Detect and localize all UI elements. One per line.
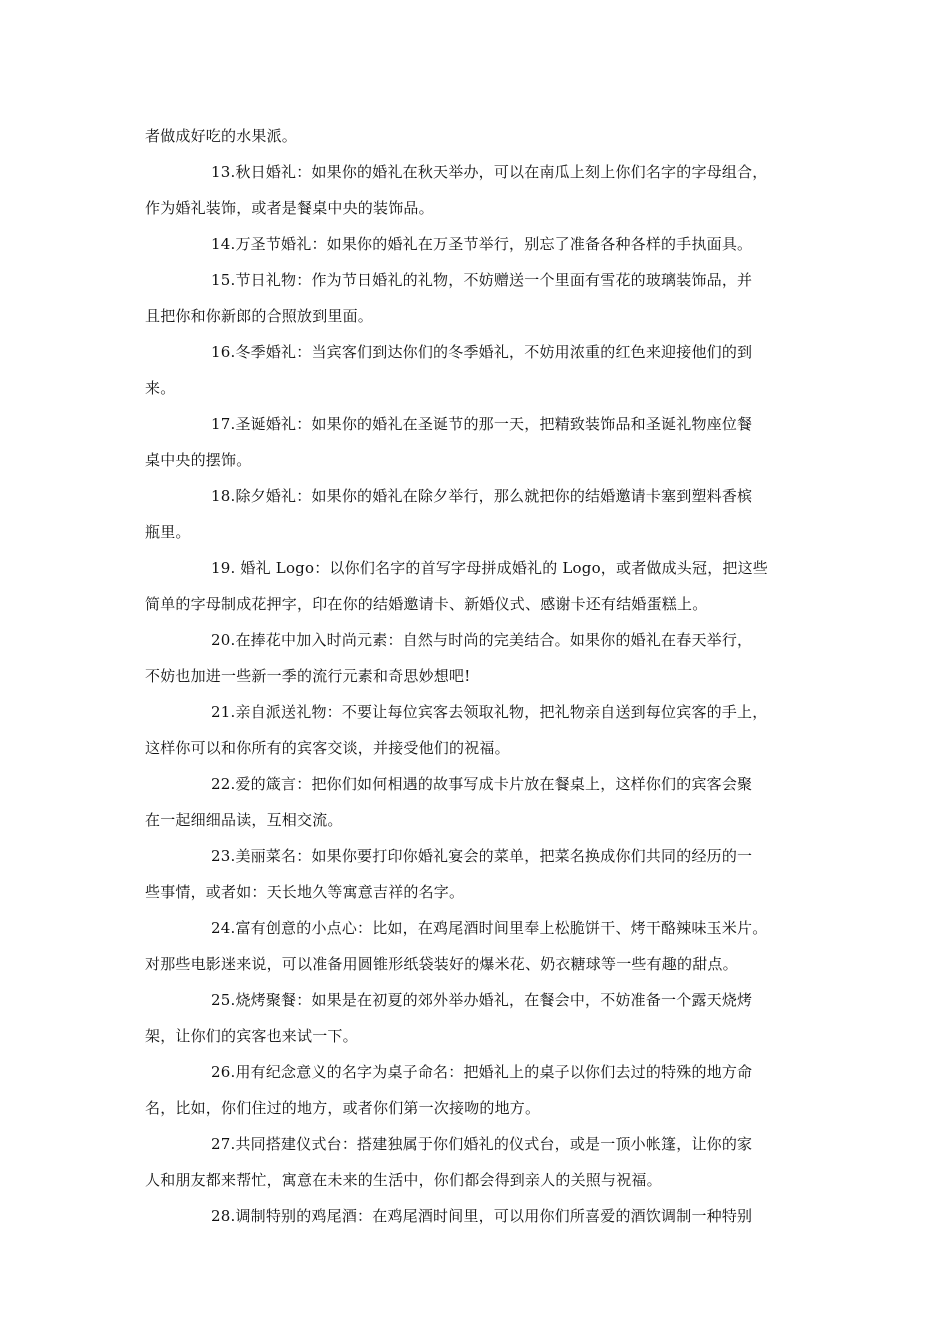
text-line: 瓶里。 — [145, 523, 191, 541]
text-line: 13.秋日婚礼：如果你的婚礼在秋天举办，可以在南瓜上刻上你们名字的字母组合， — [211, 163, 768, 181]
text-line: 者做成好吃的水果派。 — [145, 127, 298, 145]
text-line: 在一起细细品读，互相交流。 — [145, 811, 343, 829]
text-line: 人和朋友都来帮忙，寓意在未来的生活中，你们都会得到亲人的关照与祝福。 — [145, 1171, 662, 1189]
text-line: 27.共同搭建仪式台：搭建独属于你们婚礼的仪式台，或是一顶小帐篷，让你的家 — [211, 1135, 753, 1153]
text-line: 20.在捧花中加入时尚元素：自然与时尚的完美结合。如果你的婚礼在春天举行， — [211, 631, 753, 649]
text-line: 来。 — [145, 379, 176, 397]
text-line: 15.节日礼物：作为节日婚礼的礼物，不妨赠送一个里面有雪花的玻璃装饰品，并 — [211, 271, 753, 289]
text-line: 19. 婚礼 Logo：以你们名字的首写字母拼成婚礼的 Logo，或者做成头冠，把这些 — [211, 559, 769, 577]
text-line: 25.烧烤聚餐：如果是在初夏的郊外举办婚礼，在餐会中，不妨准备一个露天烧烤 — [211, 991, 753, 1009]
text-line: 名，比如，你们住过的地方，或者你们第一次接吻的地方。 — [145, 1099, 541, 1117]
text-line: 16.冬季婚礼：当宾客们到达你们的冬季婚礼，不妨用浓重的红色来迎接他们的到 — [211, 343, 753, 361]
text-line: 26.用有纪念意义的名字为桌子命名：把婚礼上的桌子以你们去过的特殊的地方命 — [211, 1063, 753, 1081]
text-line: 17.圣诞婚礼：如果你的婚礼在圣诞节的那一天，把精致装饰品和圣诞礼物座位餐 — [211, 415, 753, 433]
text-line: 简单的字母制成花押字，印在你的结婚邀请卡、新婚仪式、感谢卡还有结婚蛋糕上。 — [145, 595, 708, 613]
text-line: 架，让你们的宾客也来试一下。 — [145, 1027, 358, 1045]
text-line: 这样你可以和你所有的宾客交谈，并接受他们的祝福。 — [145, 739, 510, 757]
text-line: 桌中央的摆饰。 — [145, 451, 252, 469]
text-line: 18.除夕婚礼：如果你的婚礼在除夕举行，那么就把你的结婚邀请卡塞到塑料香槟 — [211, 487, 753, 505]
text-line: 对那些电影迷来说，可以准备用圆锥形纸袋装好的爆米花、奶衣糖球等一些有趣的甜点。 — [145, 955, 738, 973]
text-line: 不妨也加进一些新一季的流行元素和奇思妙想吧! — [145, 667, 471, 685]
text-line: 24.富有创意的小点心：比如，在鸡尾酒时间里奉上松脆饼干、烤干酪辣味玉米片。 — [211, 919, 768, 937]
text-line: 23.美丽菜名：如果你要打印你婚礼宴会的菜单，把菜名换成你们共同的经历的一 — [211, 847, 753, 865]
text-line: 22.爱的箴言：把你们如何相遇的故事写成卡片放在餐桌上，这样你们的宾客会聚 — [211, 775, 753, 793]
text-line: 且把你和你新郎的合照放到里面。 — [145, 307, 374, 325]
text-line: 14.万圣节婚礼：如果你的婚礼在万圣节举行，别忘了准备各种各样的手执面具。 — [211, 235, 753, 253]
document-body — [145, 118, 810, 1234]
text-line: 28.调制特别的鸡尾酒：在鸡尾酒时间里，可以用你们所喜爱的酒饮调制一种特别 — [211, 1207, 753, 1225]
text-line: 21.亲自派送礼物：不要让每位宾客去领取礼物，把礼物亲自送到每位宾客的手上， — [211, 703, 768, 721]
text-line: 作为婚礼装饰，或者是餐桌中央的装饰品。 — [145, 199, 434, 217]
text-line: 些事情，或者如：天长地久等寓意吉祥的名字。 — [145, 883, 465, 901]
